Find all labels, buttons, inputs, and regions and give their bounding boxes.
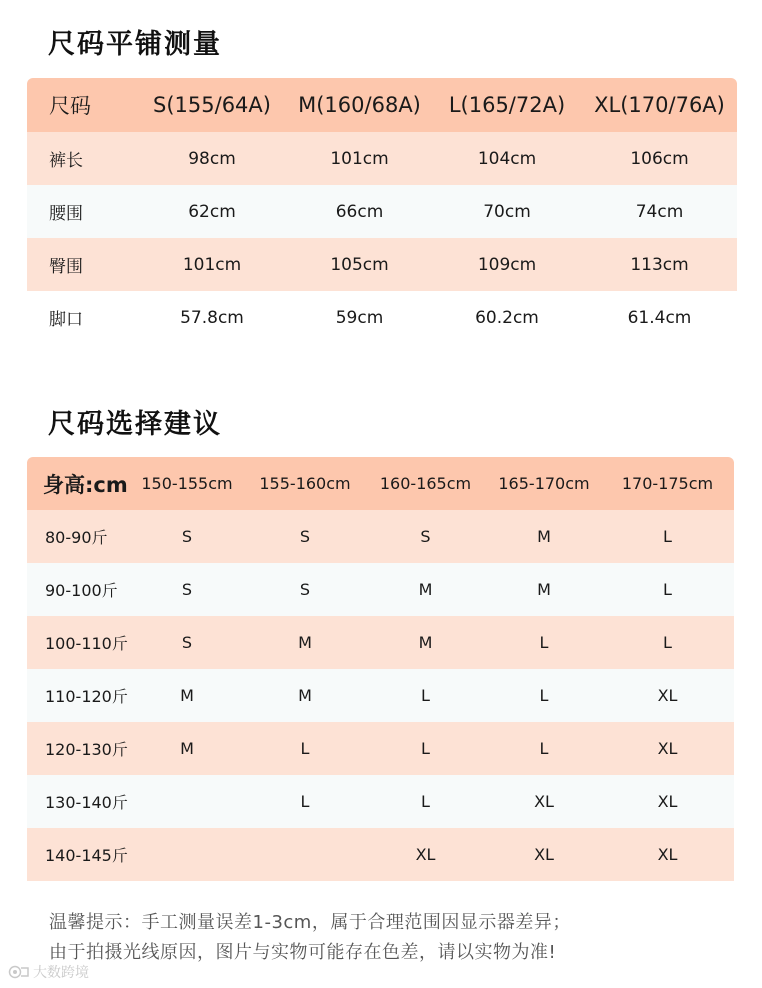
- table-cell: S: [299, 580, 311, 599]
- table-cell: 106cm: [630, 148, 689, 169]
- watermark-text: 大数跨境: [33, 965, 89, 981]
- header-cell: 身高:cm: [43, 472, 128, 497]
- camera-logo-icon: [8, 965, 30, 979]
- table-cell: L: [663, 633, 672, 652]
- table-cell: S: [181, 580, 193, 599]
- flat-measure-table: [27, 78, 737, 344]
- table-cell: XL: [657, 845, 678, 864]
- row-label: 100-110斤: [45, 634, 128, 653]
- table-row: [27, 722, 734, 775]
- header-cell: 155-160cm: [259, 474, 351, 493]
- table-cell: 66cm: [335, 201, 384, 222]
- table-cell: XL: [415, 845, 436, 864]
- table-cell: 105cm: [330, 254, 389, 275]
- header-cell: L(165/72A): [448, 93, 566, 117]
- table-cell: 74cm: [635, 201, 684, 222]
- table-cell: L: [663, 580, 672, 599]
- table-cell: L: [421, 686, 430, 705]
- table-cell: S: [299, 527, 311, 546]
- table-cell: M: [537, 527, 551, 546]
- table-cell: L: [421, 792, 430, 811]
- table-cell: M: [180, 739, 194, 758]
- table-cell: XL: [657, 739, 678, 758]
- table-cell: 101cm: [330, 148, 389, 169]
- size-advice-table: [27, 457, 734, 881]
- header-cell: 尺码: [49, 94, 91, 118]
- table-cell: 109cm: [477, 254, 537, 275]
- table-cell: 59cm: [335, 307, 384, 328]
- table-cell: XL: [657, 686, 678, 705]
- row-label: 80-90斤: [45, 528, 108, 547]
- row-label: 臀围: [49, 257, 83, 277]
- row-label: 脚口: [49, 310, 83, 330]
- table-row: [27, 563, 734, 616]
- table-row: [27, 828, 734, 881]
- table-row: [27, 510, 734, 563]
- table-cell: L: [300, 739, 310, 758]
- header-cell: 160-165cm: [379, 474, 472, 493]
- table-cell: [128, 828, 246, 881]
- table-row: [27, 132, 737, 185]
- header-cell: XL(170/76A): [594, 93, 725, 117]
- table-cell: 104cm: [477, 148, 537, 169]
- table-cell: S: [181, 633, 193, 652]
- table-cell: L: [421, 739, 430, 758]
- row-label: 110-120斤: [45, 687, 128, 706]
- table-cell: 98cm: [188, 148, 236, 169]
- tip-note-line2: 由于拍摄光线原因，图片与实物可能存在色差，请以实物为准!: [49, 942, 557, 963]
- table-header-row: [27, 78, 737, 132]
- table-cell: 113cm: [630, 254, 689, 275]
- table-cell: S: [181, 527, 193, 546]
- table-cell: 62cm: [188, 201, 236, 222]
- table-cell: XL: [657, 792, 678, 811]
- table-cell: L: [300, 792, 310, 811]
- table-cell: M: [418, 633, 433, 652]
- header-cell: S(155/64A): [153, 93, 271, 117]
- header-cell: M(160/68A): [298, 93, 421, 117]
- flat-measure-title: 尺码平铺测量: [48, 29, 222, 60]
- table-cell: [246, 828, 364, 881]
- table-cell: 61.4cm: [627, 307, 692, 328]
- table-cell: L: [539, 633, 549, 652]
- table-cell: M: [418, 580, 433, 599]
- table-header-row: [27, 457, 734, 510]
- table-cell: M: [180, 686, 194, 705]
- watermark: [8, 962, 89, 982]
- header-cell: 150-155cm: [141, 474, 233, 493]
- table-cell: 70cm: [483, 201, 531, 222]
- row-label: 130-140斤: [45, 793, 128, 812]
- table-cell: 60.2cm: [475, 307, 539, 328]
- table-cell: M: [298, 686, 312, 705]
- header-cell: 170-175cm: [621, 474, 714, 493]
- table-row: [27, 185, 737, 238]
- row-label: 120-130斤: [45, 740, 128, 759]
- table-cell: M: [298, 633, 312, 652]
- table-cell: M: [537, 580, 551, 599]
- tip-note-line1: 温馨提示：手工测量误差1-3cm，属于合理范围因显示器差异；: [49, 912, 571, 933]
- row-label: 腰围: [49, 204, 83, 224]
- header-cell: 165-170cm: [498, 474, 590, 493]
- table-cell: 101cm: [182, 254, 242, 275]
- table-cell: L: [539, 739, 549, 758]
- table-cell: 57.8cm: [180, 307, 244, 328]
- table-row: [27, 291, 737, 344]
- row-label: 裤长: [49, 151, 83, 171]
- table-cell: L: [539, 686, 549, 705]
- row-label: 140-145斤: [45, 846, 128, 865]
- row-label: 90-100斤: [45, 581, 118, 600]
- table-cell: L: [663, 527, 672, 546]
- table-row: [27, 775, 734, 828]
- table-row: [27, 616, 734, 669]
- size-advice-title: 尺码选择建议: [48, 409, 222, 440]
- table-row: [27, 669, 734, 722]
- table-cell: XL: [534, 845, 554, 864]
- table-cell: S: [420, 527, 431, 546]
- table-cell: [128, 775, 246, 828]
- table-row: [27, 238, 737, 291]
- table-cell: XL: [534, 792, 554, 811]
